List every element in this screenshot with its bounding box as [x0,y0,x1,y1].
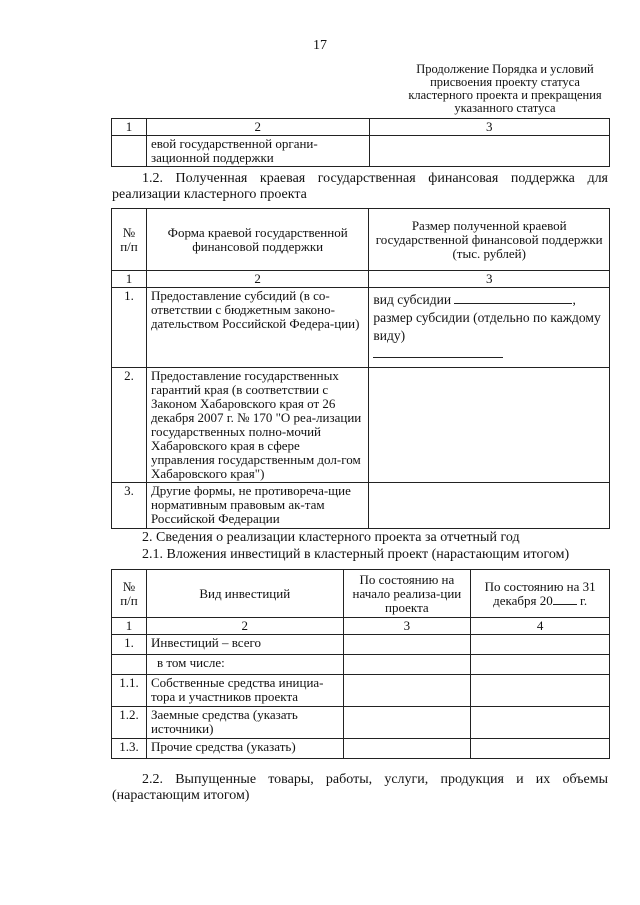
row-number: 2. [112,368,147,483]
header-form: Форма краевой государственной финансовой поддержки [146,209,368,271]
row-number: 1.2. [112,707,147,739]
fill-line [454,303,572,304]
col-number: 1 [112,618,147,635]
table-cell [471,635,610,655]
row-number: 1.3. [112,739,147,759]
row-number: 1.1. [112,675,147,707]
col-number: 4 [471,618,610,635]
header-number: № п/п [112,209,147,271]
col-number: 2 [146,618,343,635]
continuation-table [111,118,610,167]
table-cell [343,655,471,675]
support-size [369,368,610,483]
support-size [369,288,610,368]
col-number: 3 [369,119,609,136]
fill-punct: , [572,292,576,307]
header-line: присвоения проекту статуса [430,75,580,89]
table-cell [343,707,471,739]
col-number: 1 [112,271,147,288]
col-number: 3 [369,271,610,288]
page-number: 17 [313,38,327,53]
end-state-label: По состоянию на 31 декабря 20 [484,578,596,608]
document-header [370,63,640,115]
table-cell [343,739,471,759]
table-cell: евой государственной органи-зационной поддержки [146,136,369,167]
header-line: указанного статуса [454,101,556,115]
table-cell [471,675,610,707]
table-cell [471,655,610,675]
header-investment-type: Вид инвестиций [146,570,343,618]
end-state-suffix: г. [580,592,588,608]
investment-table [111,569,610,759]
row-number [112,655,147,675]
support-form: Другие формы, не противореча-щие нормативным правовым ак-там Российской Федерации [146,483,368,529]
col-number: 3 [343,618,471,635]
row-number: 3. [112,483,147,529]
header-start-state: По состоянию на начало реализа-ции проекта [343,570,471,618]
subsidy-type-label: вид субсидии [373,292,452,307]
table-cell [343,635,471,655]
row-number: 1. [112,635,147,655]
row-number: 1. [112,288,147,368]
investment-name: в том числе: [146,655,343,675]
table-cell [112,136,147,167]
section-2-1-title: 2.1. Вложения инвестиций в кластерный проект (нарастающим итогом) [142,547,570,562]
header-number: № п/п [112,570,147,618]
support-form: Предоставление государственных гарантий края (в соответствии с Законом Хабаровского края от 26 декабря 2007 г. № 170 "О реа-лизации государственных полно-мочий Хабаровского края в сфере управления государственным дол-гом Хабаровского края") [146,368,368,483]
investment-name: Прочие средства (указать) [146,739,343,759]
table-cell [343,675,471,707]
col-number: 1 [112,119,147,136]
section-2-title: 2. Сведения о реализации кластерного проекта за отчетный год [142,530,520,545]
subsidy-size-label: размер субсидии (отдельно по каждому виду) [373,310,601,343]
section-1-2-text: 1.2. Полученная краевая государственная финансовая поддержка для реализации кластерного проекта [112,171,608,202]
support-size [369,483,610,529]
table-cell [471,739,610,759]
table-cell [471,707,610,739]
investment-name: Инвестиций – всего [146,635,343,655]
col-number: 2 [146,119,369,136]
table-cell [369,136,609,167]
header-line: Продолжение Порядка и условий [416,62,594,76]
header-line: кластерного проекта и прекращения [408,88,602,102]
fill-line [373,357,503,358]
fill-line [553,604,577,605]
header-end-state [471,570,610,618]
investment-name: Собственные средства инициа-тора и участников проекта [146,675,343,707]
section-2-2-text: 2.2. Выпущенные товары, работы, услуги, продукция и их объемы (нарастающим итогом) [112,772,608,803]
support-table [111,208,610,529]
header-size: Размер полученной краевой государственной финансовой поддержки (тыс. рублей) [369,209,610,271]
col-number: 2 [146,271,368,288]
support-form: Предоставление субсидий (в со-ответствии с бюджетным законо-дательством Российской Федера-ции) [146,288,368,368]
investment-name: Заемные средства (указать источники) [146,707,343,739]
